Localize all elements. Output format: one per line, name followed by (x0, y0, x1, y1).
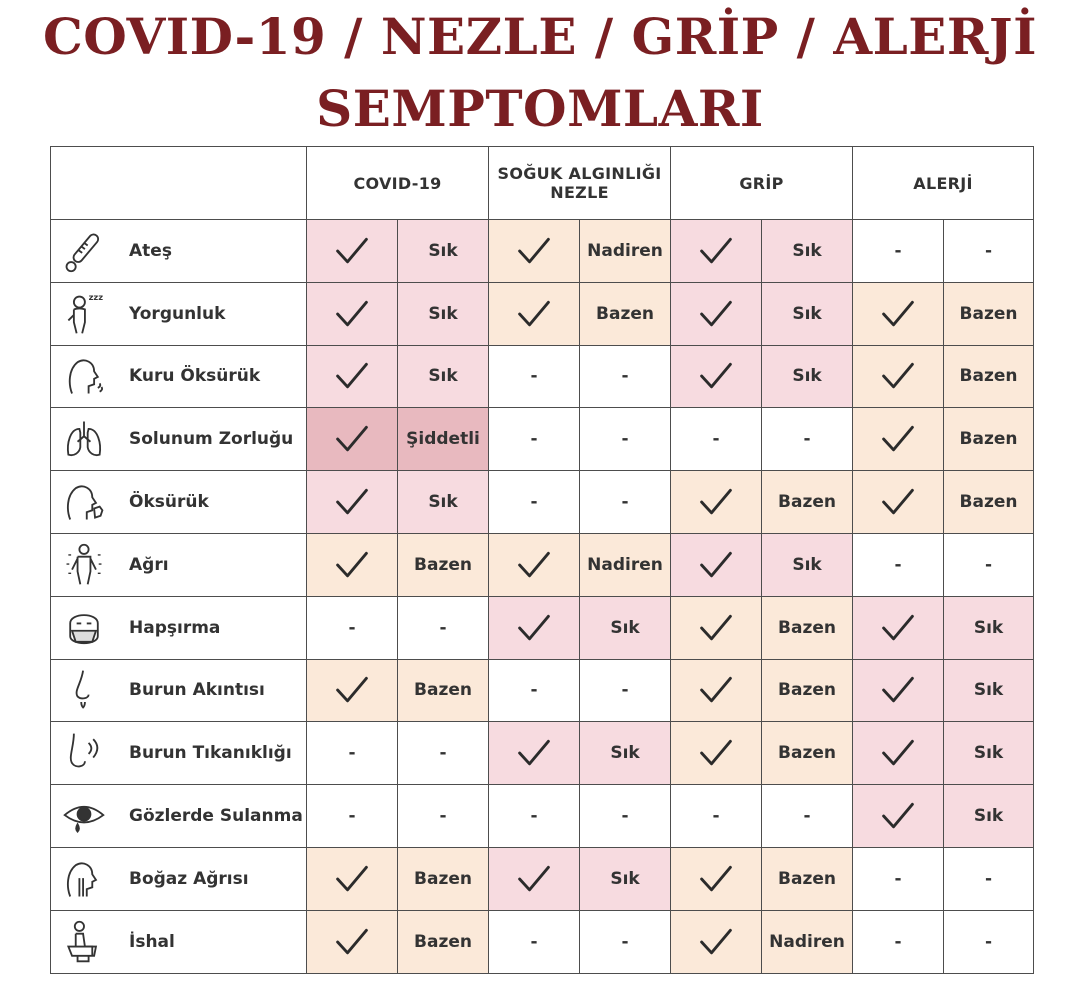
header-nezle-line: NEZLE (550, 183, 609, 202)
runny-nose-icon (55, 665, 113, 715)
frequency-cell: Bazen (944, 345, 1034, 408)
frequency-cell: Bazen (944, 408, 1034, 471)
symptom-cell (51, 722, 307, 785)
symptom-cell (51, 282, 307, 345)
frequency-cell: Sık (944, 722, 1034, 785)
check-icon (853, 722, 944, 785)
check-icon (671, 345, 762, 408)
frequency-cell: Sık (398, 345, 489, 408)
symptom-cell (51, 533, 307, 596)
frequency-cell: - (398, 785, 489, 848)
tired-person-icon (55, 289, 113, 339)
frequency-cell: Sık (944, 596, 1034, 659)
check-icon (307, 533, 398, 596)
check-icon (671, 471, 762, 534)
check-icon (307, 910, 398, 973)
frequency-cell: - (944, 533, 1034, 596)
frequency-cell: - (580, 345, 671, 408)
symptom-label: İshal (129, 931, 175, 952)
frequency-cell: Nadiren (580, 533, 671, 596)
dash-mark: - (307, 785, 398, 848)
table-row (51, 533, 1034, 596)
check-icon (671, 220, 762, 283)
symptom-cell (51, 220, 307, 283)
frequency-cell: Bazen (944, 282, 1034, 345)
check-icon (307, 471, 398, 534)
frequency-cell: Bazen (398, 910, 489, 973)
frequency-cell: Nadiren (580, 220, 671, 283)
frequency-cell: Bazen (398, 659, 489, 722)
table-row (51, 659, 1034, 722)
symptom-label: Yorgunluk (129, 303, 226, 324)
symptom-label: Kuru Öksürük (129, 366, 261, 387)
frequency-cell: - (762, 785, 853, 848)
frequency-cell: - (944, 910, 1034, 973)
check-icon (307, 847, 398, 910)
toilet-icon (55, 917, 113, 967)
symptom-label: Solunum Zorluğu (129, 429, 294, 450)
dash-mark: - (489, 408, 580, 471)
frequency-cell: Bazen (762, 659, 853, 722)
dash-mark: - (307, 722, 398, 785)
stuffy-nose-icon (55, 728, 113, 778)
table-row (51, 847, 1034, 910)
frequency-cell: Bazen (762, 471, 853, 534)
symptom-label: Ateş (129, 240, 172, 261)
symptom-label: Hapşırma (129, 617, 221, 638)
dash-mark: - (671, 785, 762, 848)
check-icon (307, 220, 398, 283)
dash-mark: - (489, 471, 580, 534)
dash-mark: - (853, 847, 944, 910)
frequency-cell: Sık (398, 220, 489, 283)
header-nezle (489, 147, 671, 220)
check-icon (307, 408, 398, 471)
frequency-cell: Nadiren (762, 910, 853, 973)
frequency-cell: Bazen (398, 847, 489, 910)
table-row (51, 910, 1034, 973)
frequency-cell: Sık (398, 282, 489, 345)
frequency-cell: Bazen (762, 722, 853, 785)
frequency-cell: Sık (580, 722, 671, 785)
frequency-cell: - (762, 408, 853, 471)
svg-text:zzz: zzz (88, 291, 104, 302)
check-icon (489, 722, 580, 785)
symptom-label: Ağrı (129, 554, 169, 575)
symptom-label: Boğaz Ağrısı (129, 868, 249, 889)
dash-mark: - (853, 220, 944, 283)
table-row (51, 596, 1034, 659)
thermometer-icon (55, 226, 113, 276)
frequency-cell: - (580, 785, 671, 848)
symptom-cell (51, 345, 307, 408)
check-icon (307, 659, 398, 722)
check-icon (671, 282, 762, 345)
check-icon (671, 722, 762, 785)
header-row (51, 147, 1034, 220)
check-icon (489, 596, 580, 659)
frequency-cell: Sık (762, 282, 853, 345)
frequency-cell: - (944, 847, 1034, 910)
check-icon (489, 533, 580, 596)
frequency-cell: Sık (762, 533, 853, 596)
symptom-label: Burun Tıkanıklığı (129, 743, 292, 764)
frequency-cell: Sık (762, 220, 853, 283)
frequency-cell: - (580, 659, 671, 722)
frequency-cell: Bazen (944, 471, 1034, 534)
sneeze-mask-icon (55, 603, 113, 653)
check-icon (671, 847, 762, 910)
table-row (51, 785, 1034, 848)
title-line-1: COVID-19 / NEZLE / GRİP / ALERJİ (43, 7, 1037, 66)
dash-mark: - (489, 785, 580, 848)
frequency-cell: - (398, 596, 489, 659)
frequency-cell: - (398, 722, 489, 785)
symptom-cell (51, 785, 307, 848)
body-pain-icon (55, 540, 113, 590)
dash-mark: - (489, 910, 580, 973)
check-icon (853, 282, 944, 345)
lungs-icon (55, 414, 113, 464)
symptom-cell (51, 408, 307, 471)
check-icon (853, 408, 944, 471)
symptom-cell (51, 596, 307, 659)
frequency-cell: Bazen (580, 282, 671, 345)
dry-cough-icon (55, 351, 113, 401)
check-icon (307, 282, 398, 345)
table-row (51, 282, 1034, 345)
cough-icon (55, 477, 113, 527)
check-icon (489, 282, 580, 345)
check-icon (671, 910, 762, 973)
header-covid: COVID-19 (307, 147, 489, 220)
dash-mark: - (853, 533, 944, 596)
table-row (51, 722, 1034, 785)
dash-mark: - (489, 659, 580, 722)
dash-mark: - (307, 596, 398, 659)
frequency-cell: Şiddetli (398, 408, 489, 471)
frequency-cell: Sık (762, 345, 853, 408)
symptom-label: Öksürük (129, 492, 209, 513)
header-alerji: ALERJİ (853, 147, 1034, 220)
symptom-cell (51, 847, 307, 910)
symptom-label: Gözlerde Sulanma (129, 806, 303, 827)
check-icon (853, 471, 944, 534)
symptom-cell (51, 659, 307, 722)
frequency-cell: Sık (398, 471, 489, 534)
symptom-label: Burun Akıntısı (129, 680, 265, 701)
frequency-cell: Sık (944, 785, 1034, 848)
frequency-cell: Sık (944, 659, 1034, 722)
check-icon (671, 659, 762, 722)
table-row (51, 471, 1034, 534)
symptom-cell (51, 471, 307, 534)
dash-mark: - (671, 408, 762, 471)
header-grip: GRİP (671, 147, 853, 220)
frequency-cell: Sık (580, 596, 671, 659)
frequency-cell: Bazen (398, 533, 489, 596)
frequency-cell: - (580, 408, 671, 471)
symptom-table (50, 146, 1034, 974)
symptom-cell (51, 910, 307, 973)
title-line-2: SEMPTOMLARI (316, 79, 764, 138)
frequency-cell: - (580, 910, 671, 973)
sore-throat-icon (55, 854, 113, 904)
dash-mark: - (853, 910, 944, 973)
frequency-cell: Bazen (762, 847, 853, 910)
table-row (51, 220, 1034, 283)
frequency-cell: Bazen (762, 596, 853, 659)
check-icon (307, 345, 398, 408)
check-icon (671, 533, 762, 596)
check-icon (489, 847, 580, 910)
frequency-cell: Sık (580, 847, 671, 910)
dash-mark: - (489, 345, 580, 408)
table-row (51, 408, 1034, 471)
check-icon (671, 596, 762, 659)
check-icon (853, 659, 944, 722)
frequency-cell: - (944, 220, 1034, 283)
header-blank (51, 147, 307, 220)
check-icon (489, 220, 580, 283)
check-icon (853, 345, 944, 408)
watery-eye-icon (55, 791, 113, 841)
header-nezle-line: SOĞUK ALGINLIĞI (497, 164, 662, 183)
check-icon (853, 596, 944, 659)
frequency-cell: - (580, 471, 671, 534)
table-row (51, 345, 1034, 408)
check-icon (853, 785, 944, 848)
